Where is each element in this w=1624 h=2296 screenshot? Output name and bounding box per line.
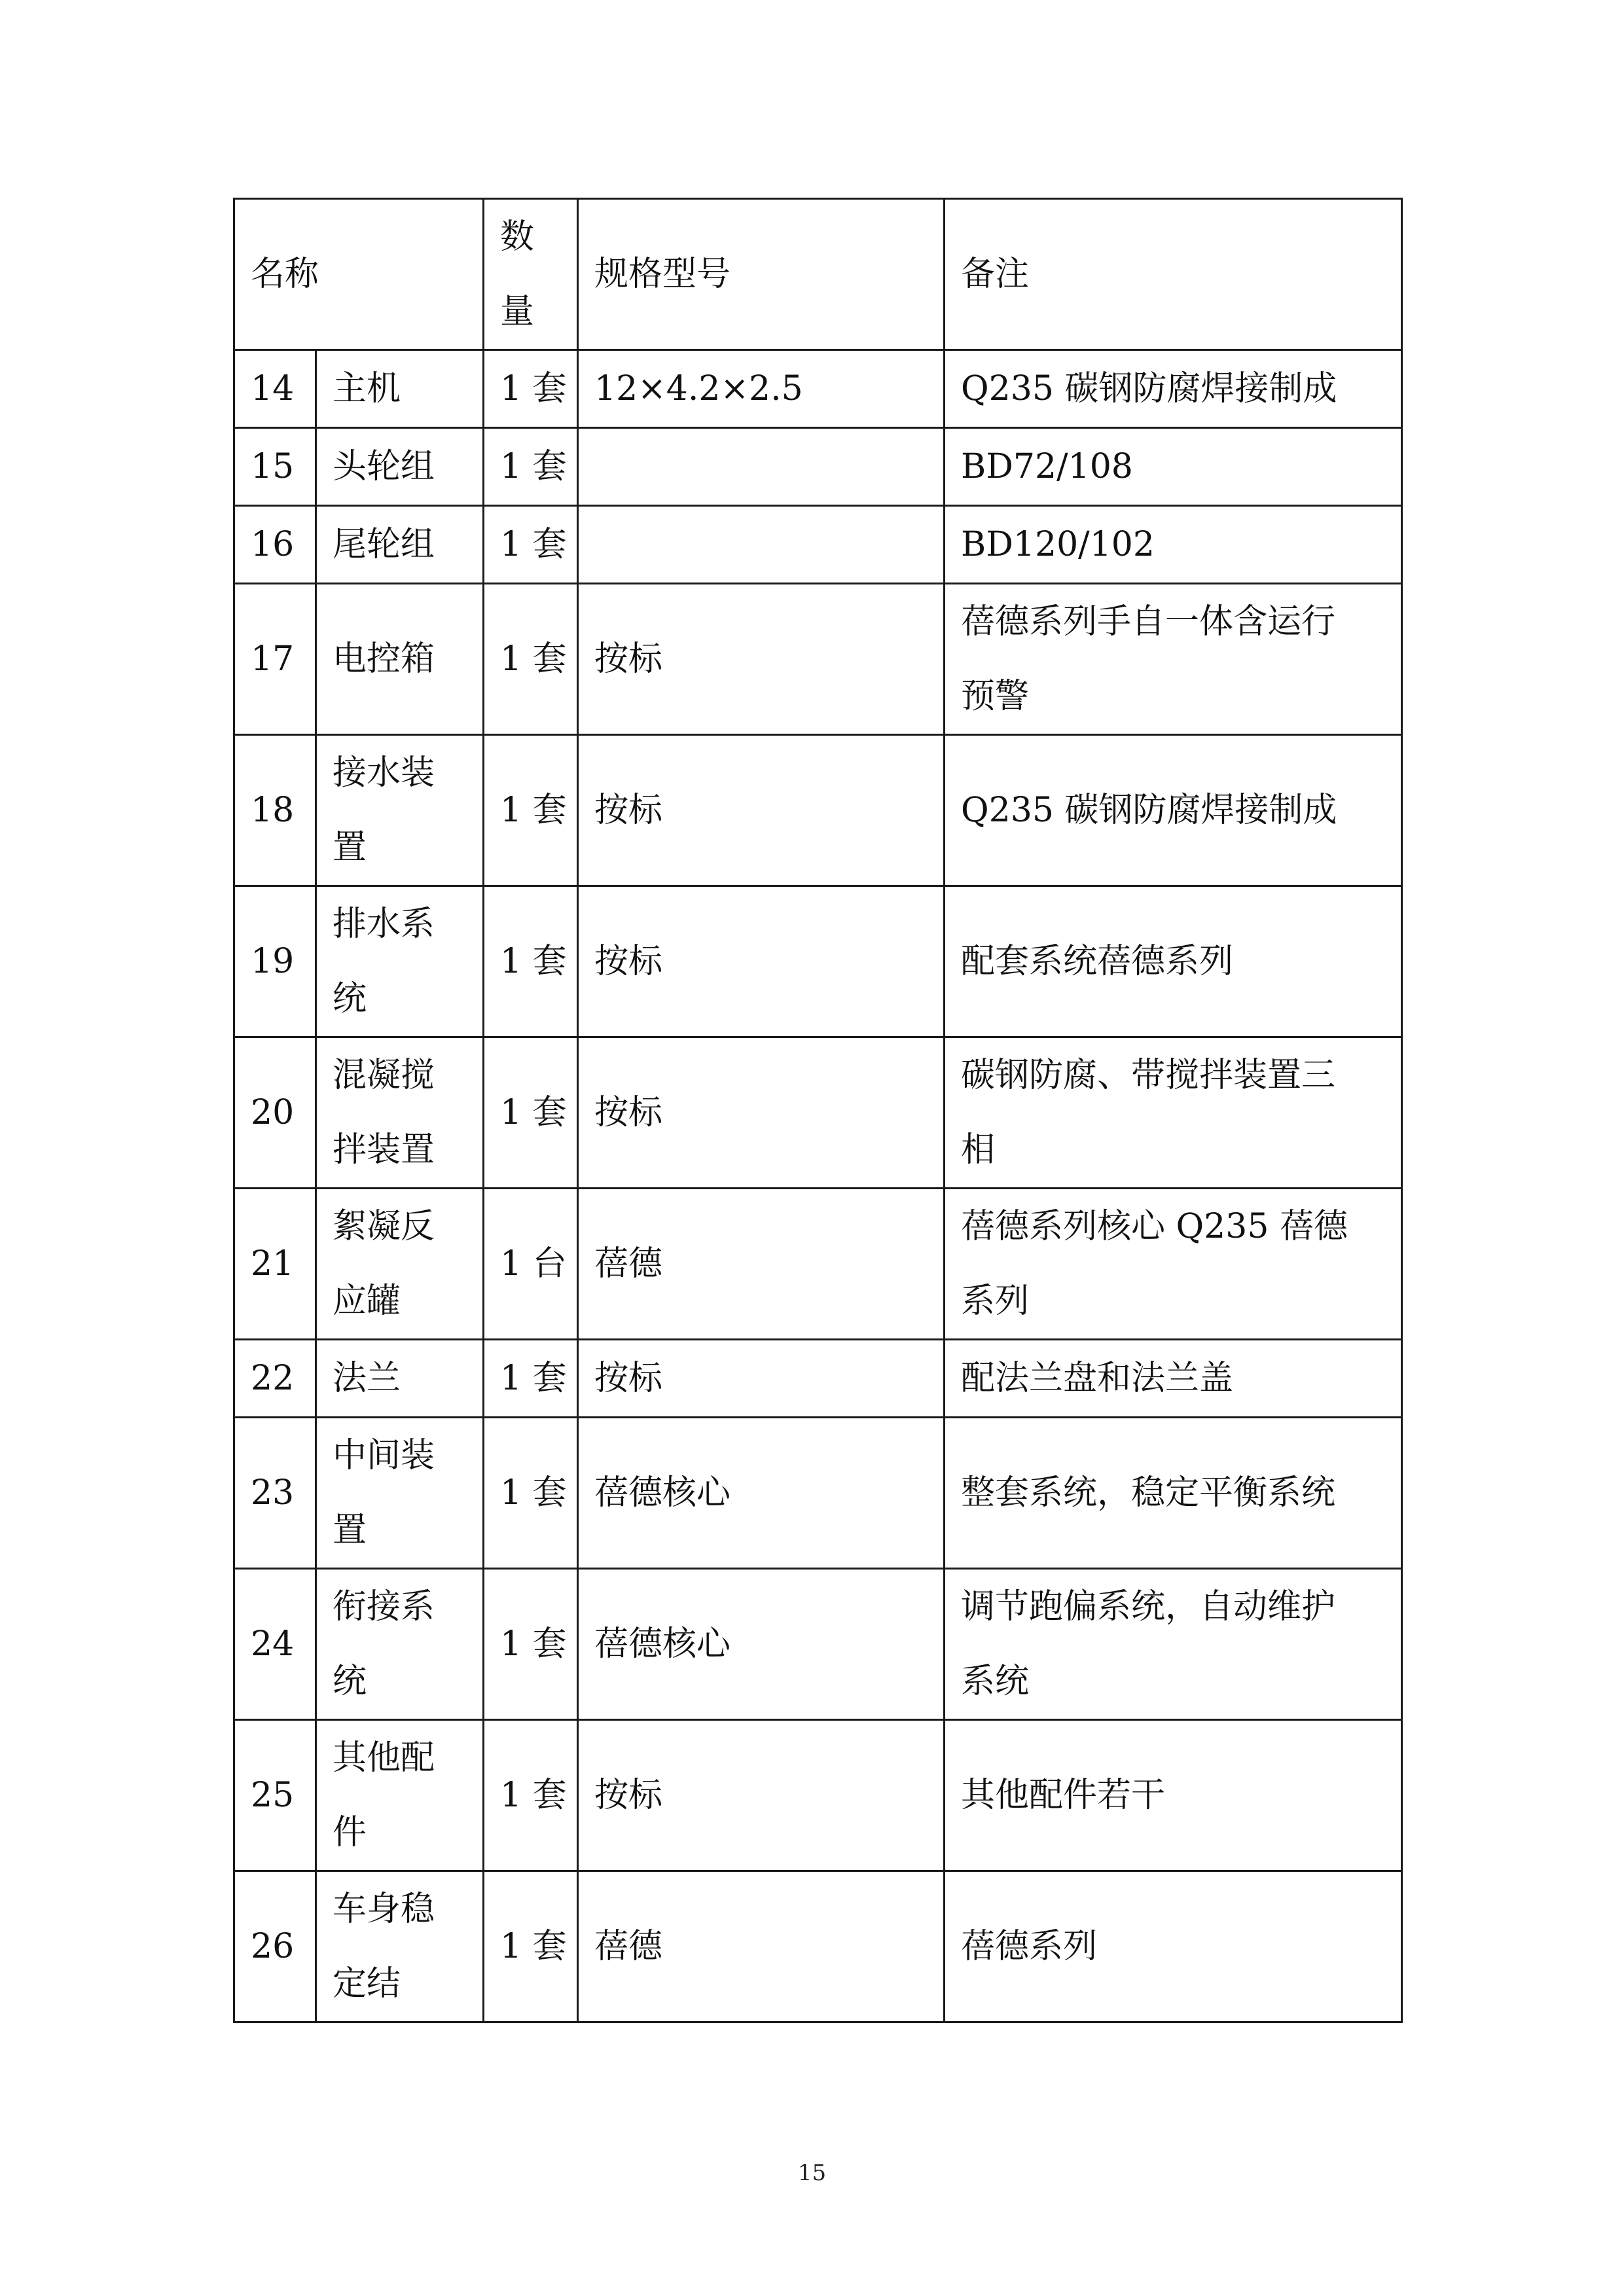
row-quantity-cell: 1 套 bbox=[484, 886, 578, 1037]
row-remark-cell: 配套系统蓓德系列 bbox=[945, 886, 1402, 1037]
row-number-cell: 21 bbox=[234, 1189, 316, 1340]
row-quantity-cell: 1 套 bbox=[484, 1037, 578, 1189]
row-name-cell: 车身稳 定结 bbox=[316, 1871, 484, 2022]
header-remark: 备注 bbox=[945, 199, 1402, 350]
row-spec-cell: 蓓德 bbox=[578, 1871, 945, 2022]
row-remark-cell: 配法兰盘和法兰盖 bbox=[945, 1340, 1402, 1418]
row-number-cell: 15 bbox=[234, 428, 316, 506]
row-spec-cell: 按标 bbox=[578, 1340, 945, 1418]
row-quantity-cell: 1 套 bbox=[484, 1340, 578, 1418]
row-spec-cell: 按标 bbox=[578, 584, 945, 735]
row-number-cell: 19 bbox=[234, 886, 316, 1037]
row-quantity-cell: 1 套 bbox=[484, 735, 578, 886]
table-row bbox=[234, 506, 1402, 584]
row-number-cell: 18 bbox=[234, 735, 316, 886]
row-spec-cell bbox=[578, 506, 945, 584]
row-quantity-cell: 1 套 bbox=[484, 1418, 578, 1569]
table-row bbox=[234, 584, 1402, 735]
row-remark-cell: 其他配件若干 bbox=[945, 1720, 1402, 1871]
row-spec-cell: 蓓德核心 bbox=[578, 1569, 945, 1720]
table-row bbox=[234, 886, 1402, 1037]
row-name-cell: 其他配 件 bbox=[316, 1720, 484, 1871]
row-name-cell: 电控箱 bbox=[316, 584, 484, 735]
row-number-cell: 24 bbox=[234, 1569, 316, 1720]
table-row bbox=[234, 735, 1402, 886]
row-name-cell: 法兰 bbox=[316, 1340, 484, 1418]
table-row bbox=[234, 428, 1402, 506]
row-name-cell: 接水装 置 bbox=[316, 735, 484, 886]
row-name-cell: 主机 bbox=[316, 350, 484, 428]
row-name-cell: 尾轮组 bbox=[316, 506, 484, 584]
row-spec-cell: 按标 bbox=[578, 1037, 945, 1189]
row-name-cell: 混凝搅 拌装置 bbox=[316, 1037, 484, 1189]
header-spec: 规格型号 bbox=[578, 199, 945, 350]
table-row bbox=[234, 1418, 1402, 1569]
row-remark-cell: Q235 碳钢防腐焊接制成 bbox=[945, 735, 1402, 886]
row-remark-cell: BD72/108 bbox=[945, 428, 1402, 506]
table-row bbox=[234, 350, 1402, 428]
row-number-cell: 14 bbox=[234, 350, 316, 428]
row-quantity-cell: 1 台 bbox=[484, 1189, 578, 1340]
row-number-cell: 25 bbox=[234, 1720, 316, 1871]
row-name-cell: 排水系 统 bbox=[316, 886, 484, 1037]
row-remark-cell: Q235 碳钢防腐焊接制成 bbox=[945, 350, 1402, 428]
row-remark-cell: 调节跑偏系统，自动维护 系统 bbox=[945, 1569, 1402, 1720]
equipment-table bbox=[233, 198, 1403, 2023]
row-name-cell: 衔接系 统 bbox=[316, 1569, 484, 1720]
row-remark-cell: 碳钢防腐、带搅拌装置三 相 bbox=[945, 1037, 1402, 1189]
header-name: 名称 bbox=[234, 199, 484, 350]
page-number: 15 bbox=[797, 2160, 827, 2186]
row-remark-cell: 整套系统，稳定平衡系统 bbox=[945, 1418, 1402, 1569]
row-remark-cell: BD120/102 bbox=[945, 506, 1402, 584]
row-quantity-cell: 1 套 bbox=[484, 1871, 578, 2022]
row-remark-cell: 蓓德系列手自一体含运行 预警 bbox=[945, 584, 1402, 735]
row-number-cell: 16 bbox=[234, 506, 316, 584]
row-quantity-cell: 1 套 bbox=[484, 506, 578, 584]
table-row bbox=[234, 1720, 1402, 1871]
row-quantity-cell: 1 套 bbox=[484, 1720, 578, 1871]
row-spec-cell: 蓓德 bbox=[578, 1189, 945, 1340]
row-quantity-cell: 1 套 bbox=[484, 584, 578, 735]
header-quantity: 数 量 bbox=[484, 199, 578, 350]
row-name-cell: 头轮组 bbox=[316, 428, 484, 506]
table-row bbox=[234, 1189, 1402, 1340]
table-header-row bbox=[234, 199, 1402, 350]
row-quantity-cell: 1 套 bbox=[484, 1569, 578, 1720]
table-row bbox=[234, 1340, 1402, 1418]
table-row bbox=[234, 1871, 1402, 2022]
row-name-cell: 絮凝反 应罐 bbox=[316, 1189, 484, 1340]
table-row bbox=[234, 1569, 1402, 1720]
row-spec-cell: 12×4.2×2.5 bbox=[578, 350, 945, 428]
table-row bbox=[234, 1037, 1402, 1189]
row-number-cell: 23 bbox=[234, 1418, 316, 1569]
row-name-cell: 中间装 置 bbox=[316, 1418, 484, 1569]
row-spec-cell bbox=[578, 428, 945, 506]
row-number-cell: 26 bbox=[234, 1871, 316, 2022]
row-quantity-cell: 1 套 bbox=[484, 350, 578, 428]
row-number-cell: 22 bbox=[234, 1340, 316, 1418]
row-remark-cell: 蓓德系列 bbox=[945, 1871, 1402, 2022]
row-spec-cell: 按标 bbox=[578, 735, 945, 886]
row-number-cell: 20 bbox=[234, 1037, 316, 1189]
row-spec-cell: 按标 bbox=[578, 886, 945, 1037]
row-spec-cell: 按标 bbox=[578, 1720, 945, 1871]
row-remark-cell: 蓓德系列核心 Q235 蓓德 系列 bbox=[945, 1189, 1402, 1340]
row-spec-cell: 蓓德核心 bbox=[578, 1418, 945, 1569]
row-quantity-cell: 1 套 bbox=[484, 428, 578, 506]
row-number-cell: 17 bbox=[234, 584, 316, 735]
